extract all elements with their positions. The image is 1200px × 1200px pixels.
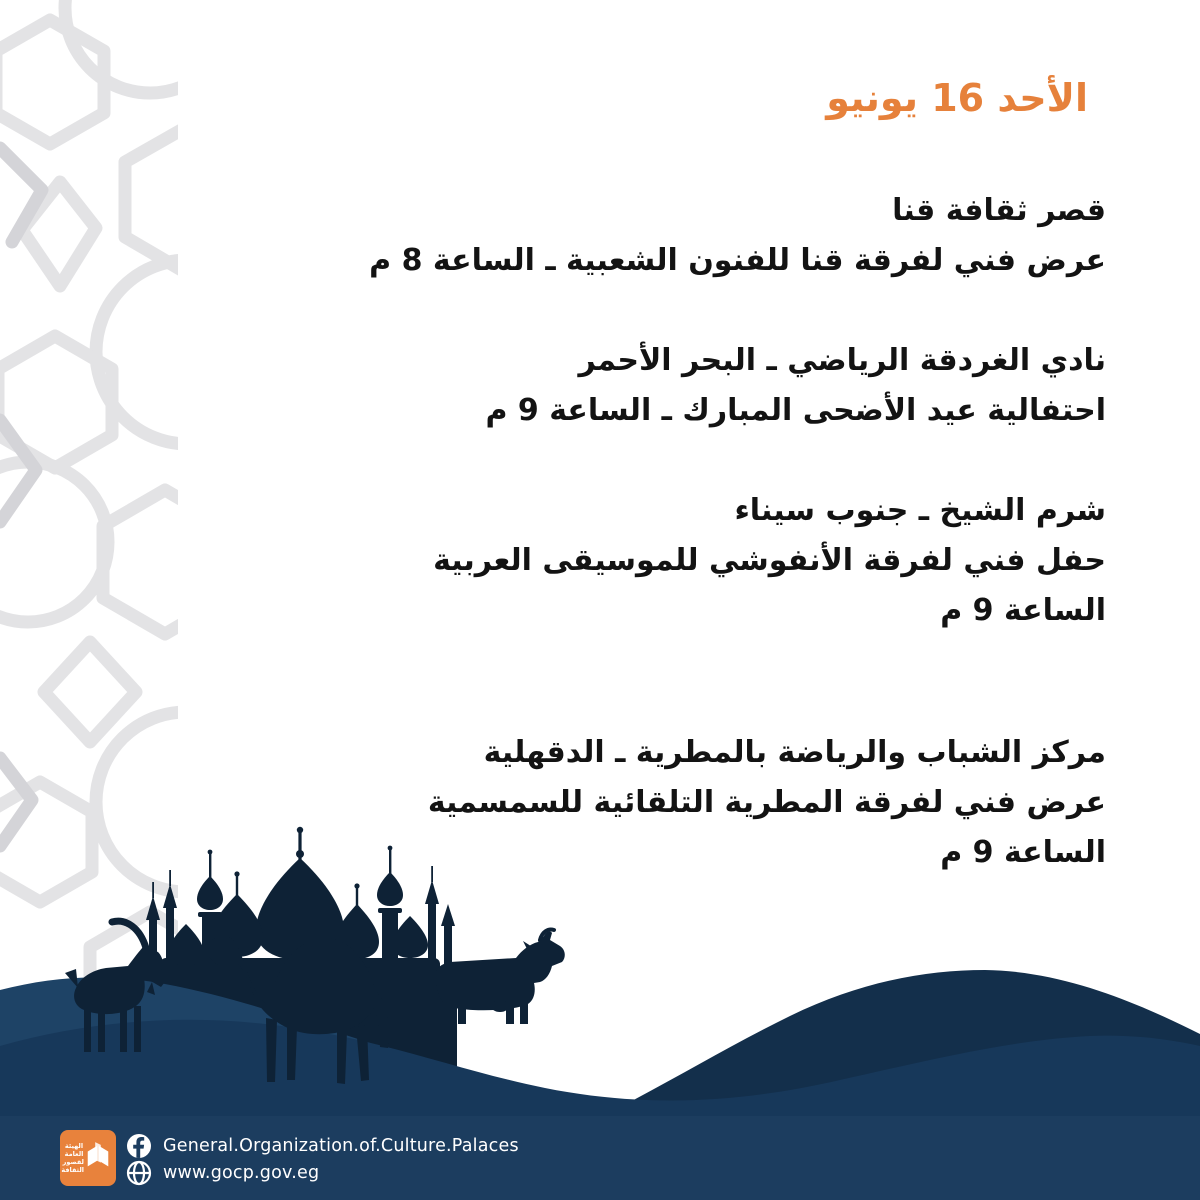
open-book-icon xyxy=(84,1140,112,1176)
facebook-link[interactable] xyxy=(126,1133,519,1159)
facebook-icon[interactable] xyxy=(126,1133,152,1159)
event-time: الساعة 9 م xyxy=(940,835,1106,870)
logo-line: لقصور xyxy=(62,1158,84,1166)
event-block-qena xyxy=(369,186,1106,286)
event-detail: احتفالية عيد الأضحى المبارك ـ الساعة 9 م xyxy=(485,393,1106,428)
event-time: الساعة 9 م xyxy=(940,593,1106,628)
event-venue: قصر ثقافة قنا xyxy=(892,193,1106,228)
gocp-logo-text xyxy=(61,1142,84,1174)
gocp-logo xyxy=(60,1130,116,1186)
logo-line: الهيئة xyxy=(64,1142,84,1150)
event-venue: نادي الغردقة الرياضي ـ البحر الأحمر xyxy=(578,343,1106,378)
page-title: الأحد 16 يونيو xyxy=(826,76,1088,120)
facebook-handle[interactable]: General.Organization.of.Culture.Palaces xyxy=(163,1136,519,1156)
globe-icon[interactable] xyxy=(126,1160,152,1186)
event-block-hurghada xyxy=(485,336,1106,436)
event-detail: حفل فني لفرقة الأنفوشي للموسيقى العربية xyxy=(433,543,1106,578)
website-url[interactable]: www.gocp.gov.eg xyxy=(163,1163,320,1183)
footer-bar xyxy=(0,1116,1200,1200)
event-venue: مركز الشباب والرياضة بالمطرية ـ الدقهلية xyxy=(483,735,1106,770)
logo-line: العامة xyxy=(64,1150,84,1158)
event-venue: شرم الشيخ ـ جنوب سيناء xyxy=(734,493,1106,528)
website-link[interactable] xyxy=(126,1160,319,1186)
logo-line: الثقافة xyxy=(61,1166,84,1174)
event-detail: عرض فني لفرقة المطرية التلقائية للسمسمية xyxy=(427,785,1106,820)
event-block-sharm xyxy=(433,486,1106,636)
event-detail: عرض فني لفرقة قنا للفنون الشعبية ـ الساعة 8 م xyxy=(369,243,1106,278)
